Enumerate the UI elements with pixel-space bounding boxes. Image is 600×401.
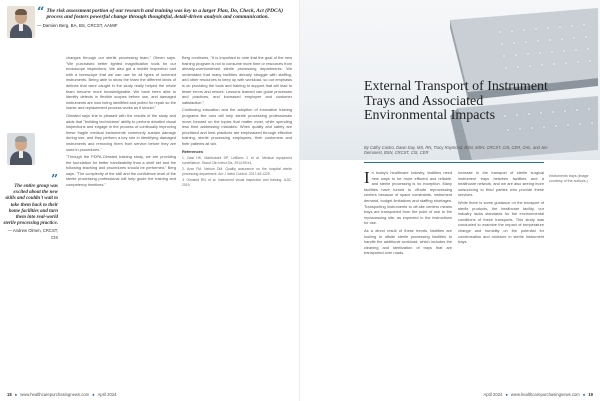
body-paragraph: Continuing education and the adoption of innovative training programs like ours will help sterile processing professionals move forward on the topics that matter most, while spending less time addressing mistakes. When quality and safety are prioritized and best practices are emphasized through effective training, sterile processing employees, their customers and their patients all win. [182,107,292,146]
author-headshot-photo [7,6,35,38]
pull-quote-attribution: — Damien Berg, BA, BS, CRCST, AAMIF [37,22,118,28]
page-number: 19 [588,392,593,397]
folio-issue: April 2024 [97,392,117,397]
folio-site: www.healthcarepurchasingnews.com [510,392,580,397]
references-heading: References [182,148,203,154]
author-headshot-photo [7,133,35,165]
page-number: 18 [7,392,12,397]
side-quote-attribution: — Andrew Olmen, CRCST, CIS [7,228,58,240]
right-body-column-2 [458,170,544,385]
body-paragraph: While there is some guidance on the transport of sterile products, the healthcare facility, our industry lacks standards for the environmental conditions of these transports. This study was conducted to examine the impact of temperature change and humidity on the potential for condensation and moisture in sterile instrument trays. [458,199,544,245]
body-paragraph: As a direct result of these trends, facilities are looking to offsite sterile processing facilities to handle the additional workload, which includes the cleaning and sterilization of trays that are transported over roads. [364,227,452,256]
title-rule [364,162,544,163]
body-paragraph: changes through our sterile processing team," Olmen says. "We purchased better lighted magnification tools for our endoscope inspections. We also got a mobile inspection cart with a borescope that we can use for all types of lumened instruments. Being able to show the team the different kinds of defects that were caught in the study really helped the whole team become more knowledgeable. We have been able to identify defects in flexible scopes before use, and damaged instruments are now being identified and pulled for repair so the loaner and replacement process works as it should." [66,55,176,111]
side-quote [3,172,58,241]
folio-site: www.healthcarepurchasingnews.com [20,392,90,397]
side-quote-text: The entire group was excited about the new skills and couldn't wait to take them back to their home facilities and turn them into real-world sterile processing practice. [3,184,58,227]
quote-mark-icon: ” [51,172,58,186]
pull-quote-text: The risk assessment portion of our research and training was key to a larger Plan, Do, Check, Act (PDCA) process and fosters powerful change through thoughtful, detail-driven analysis and communication. [46,8,284,21]
quote-mark-icon: “ [37,5,45,20]
body-paragraph: increase in the transport of sterile surgical instrument trays between facilities and a healthcare network, and we are also seeing more outsourcing to third parties who provide these services. [458,170,544,198]
reference-item: 1. Dasi HK, Mahbubani DP, LeBlanc J, et al. Medical equipment surveillance. Stand Clin Infect Dis. 2014;59:e1. [182,156,292,165]
left-body-column-2 [182,55,292,385]
body-text: n today's healthcare industry, facilities need new ways to be more efficient and reliable, and sterile processing is no exception. Many facilities have turned to off-site reprocessing centers because of space constraints, instrument demand, budget limitations and staffing shortages. Transporting instruments to off-site centers means trays are transported from the point of use to the reprocessing site, as expected in the instructions for use. [364,170,452,226]
left-folio: 18 ● www.healthcarepurchasingnews.com ● April 2024 [7,392,117,397]
body-paragraph: Olmsted says she is pleased with the results of the study and adds that "building technicians' ability to perform detailed visual inspections and engage in the process of continually improving these fragile medical instruments commonly sustain damage during use, and they perform a key role in identifying damaged instruments and removing them from service before they are used in procedures." [66,112,176,152]
pull-quote [37,5,287,29]
folio-issue: April 2024 [483,392,503,397]
reference-item: 2. Azar FM, Nelson DM. Quality assurance on the hospital sterile processing department. Am J Infect Control. 2017;45:1225. [182,167,292,176]
article-byline: By Cathy Castro, Dawn Day, MS, RN, Tracy Raymond, BSN, MSN, CRCST, CIS, CER, CHL, and Jen Demarest, BSN, CRCST, CIS, CER [364,145,548,156]
right-page [300,0,600,401]
article-title: External Transport of Instrument Trays and Associated Environmental Impacts [364,79,548,123]
body-paragraph [364,170,452,226]
drop-cap: I [364,170,370,187]
body-paragraph: Berg continues, "It is important to note that the goal of the new training program is not to consume more time or resources from already-overburdened sterile processing departments. We understand that many facilities already struggle with staffing, and other resources to keep up with workload, so our emphasis is on providing the tools and training to support that will lead to fewer errors and rework. Lessons learned can guide processes and practices, and increased employee and customer satisfaction." [182,55,292,105]
body-paragraph: "Through the PDPA-Olmsted training study, we are providing the foundation for better handleability than a shelf set and the following teaching and procedures should be performed," Berg says. "The complexity of the skill and the confidence level of the sterile processing professional will help guide the training and competency timelines." [66,154,176,188]
photo-caption: Instruments trays (image courtesy of the authors.) [549,174,589,183]
right-body-column-1 [364,170,452,385]
right-folio: April 2024 ● www.healthcarepurchasingnews.com ● 19 [483,392,593,397]
reference-item: 3. Olmsted RN, et al. Instrument visual inspection and training. AJIC. 2019. [182,178,292,188]
left-body-column-1 [66,55,176,385]
